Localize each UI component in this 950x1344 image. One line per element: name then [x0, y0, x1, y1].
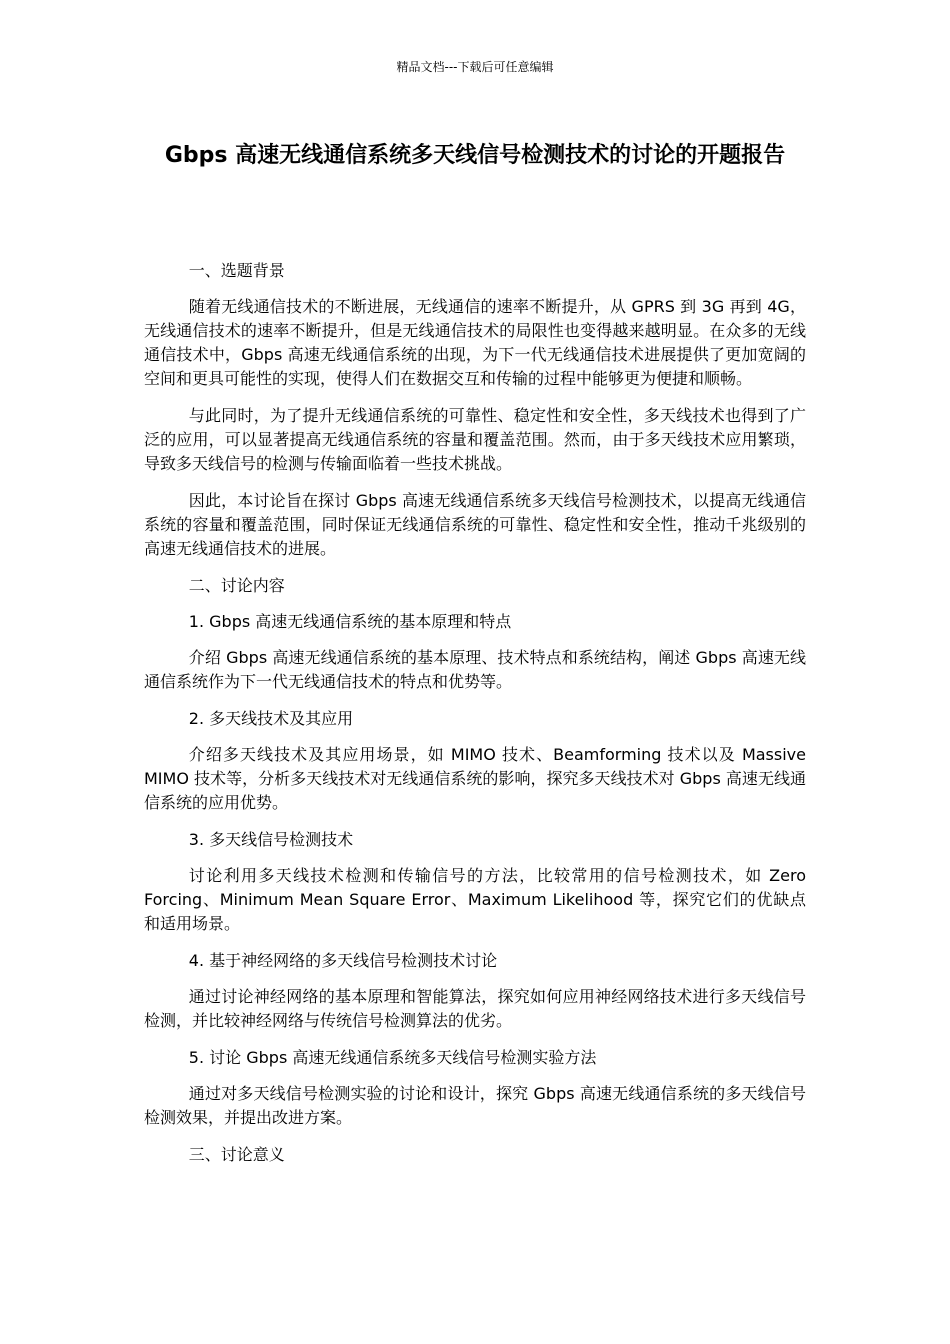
- paragraph: 介绍 Gbps 高速无线通信系统的基本原理、技术特点和系统结构，阐述 Gbps 高速无线通信系统作为下一代无线通信技术的特点和优势等。: [144, 648, 806, 691]
- subsection-heading: 4. 基于神经网络的多天线信号检测技术讨论: [188, 951, 498, 970]
- section-heading-content: 二、讨论内容: [188, 576, 285, 595]
- paragraph: 随着无线通信技术的不断进展，无线通信的速率不断提升，从 GPRS 到 3G 再到 4G，无线通信技术的速率不断提升，但是无线通信技术的局限性也变得越来越明显。在众多的无线通信技术中，Gbps 高速无线通信系统的出现，为下一代无线通信技术进展提供了更加宽阔的空间和更具可能性的实现，使得人们在数据交互和传输的过程中能够更为便捷和顺畅。: [144, 297, 806, 388]
- document-title: Gbps 高速无线通信系统多天线信号检测技术的讨论的开题报告: [164, 143, 786, 168]
- paragraph: 与此同时，为了提升无线通信系统的可靠性、稳定性和安全性，多天线技术也得到了广泛的应用，可以显著提高无线通信系统的容量和覆盖范围。然而，由于多天线技术应用繁琐，导致多天线信号的检测与传输面临着一些技术挑战。: [144, 406, 806, 473]
- header-note: 精品文档---下载后可任意编辑: [396, 60, 554, 74]
- paragraph: 通过讨论神经网络的基本原理和智能算法，探究如何应用神经网络技术进行多天线信号检测，并比较神经网络与传统信号检测算法的优劣。: [144, 987, 806, 1030]
- subsection-heading: 3. 多天线信号检测技术: [188, 830, 354, 849]
- section-heading-background: 一、选题背景: [188, 261, 285, 280]
- paragraph: 介绍多天线技术及其应用场景，如 MIMO 技术、Beamforming 技术以及 Massive MIMO 技术等，分析多天线技术对无线通信系统的影响，探究多天线技术对 Gbps 高速无线通信系统的应用优势。: [144, 745, 806, 812]
- document-body: [144, 259, 806, 1179]
- subsection-heading: 5. 讨论 Gbps 高速无线通信系统多天线信号检测实验方法: [188, 1048, 597, 1067]
- paragraph: 因此，本讨论旨在探讨 Gbps 高速无线通信系统多天线信号检测技术，以提高无线通信系统的容量和覆盖范围，同时保证无线通信系统的可靠性、稳定性和安全性，推动千兆级别的高速无线通信技术的进展。: [144, 491, 806, 558]
- section-heading-significance: 三、讨论意义: [188, 1145, 285, 1164]
- paragraph: 通过对多天线信号检测实验的讨论和设计，探究 Gbps 高速无线通信系统的多天线信号检测效果，并提出改进方案。: [144, 1084, 806, 1127]
- subsection-heading: 2. 多天线技术及其应用: [188, 709, 354, 728]
- paragraph: 讨论利用多天线技术检测和传输信号的方法，比较常用的信号检测技术，如 Zero Forcing、Minimum Mean Square Error、Maximum Likelihood 等，探究它们的优缺点和适用场景。: [144, 866, 806, 933]
- subsection-heading: 1. Gbps 高速无线通信系统的基本原理和特点: [188, 612, 512, 631]
